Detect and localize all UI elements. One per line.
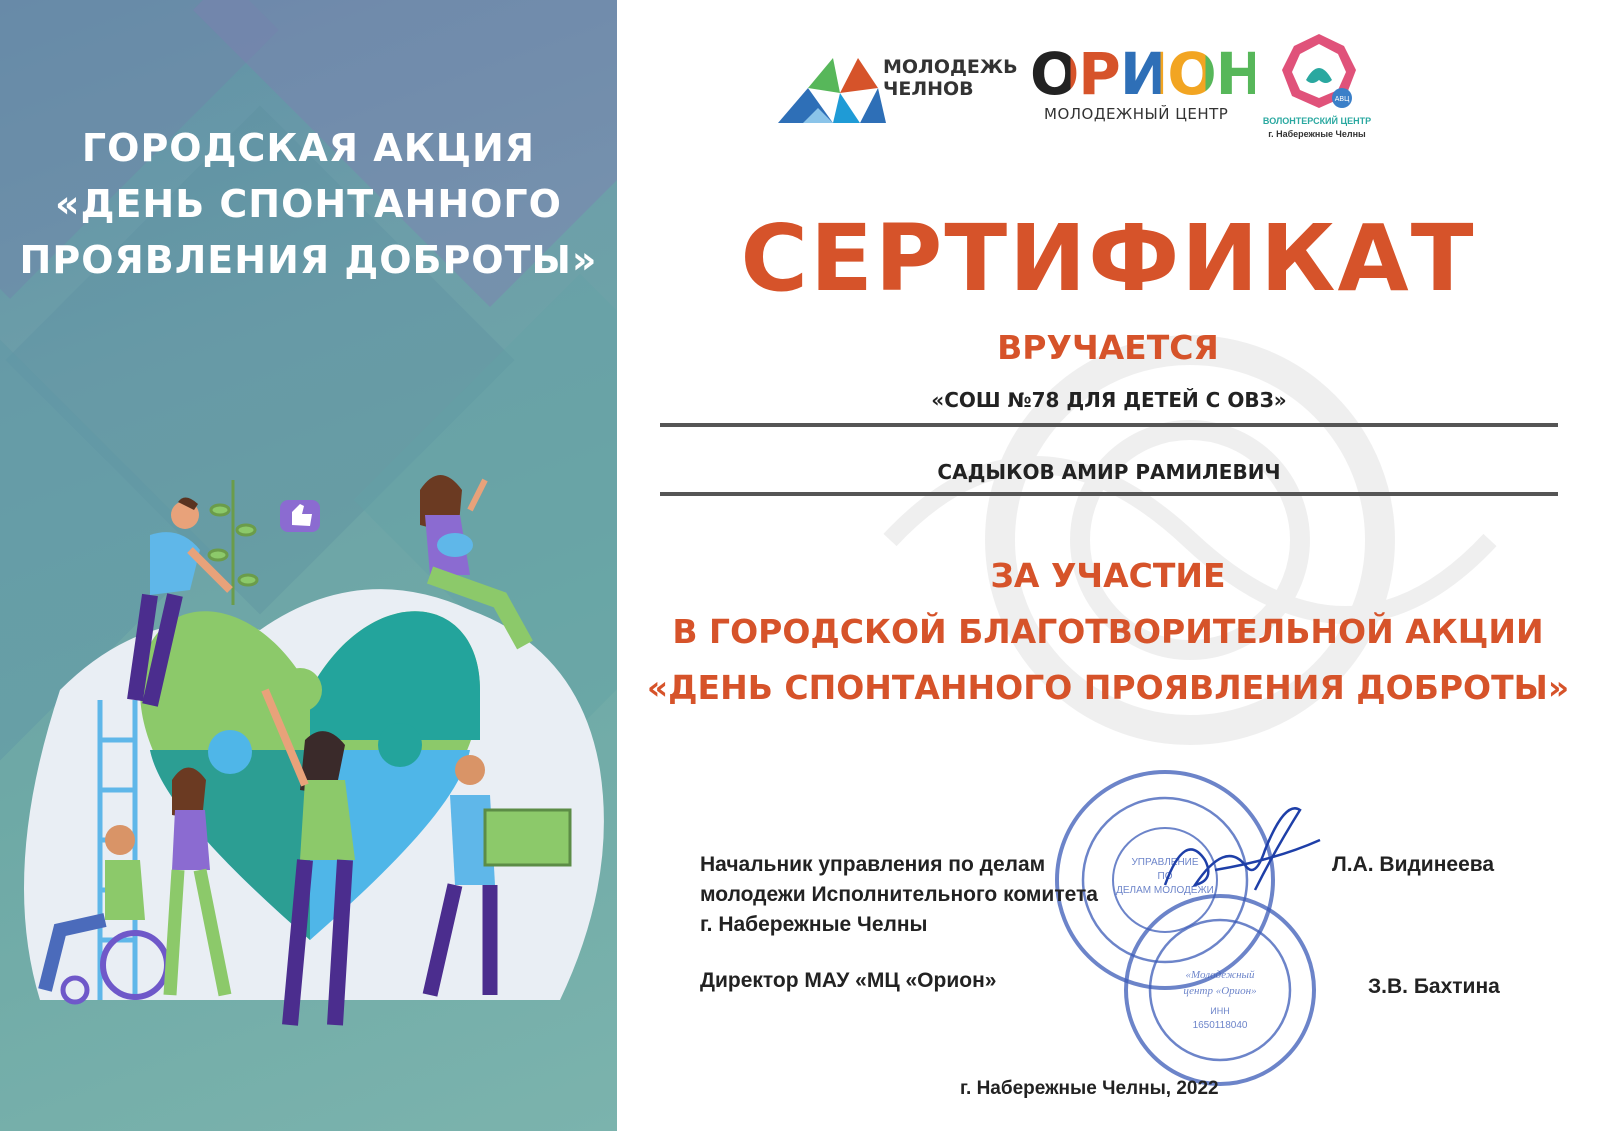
signatory-title-line: Начальник управления по делам — [700, 853, 1046, 876]
award-reason-line: «ДЕНЬ СПОНТАННОГО ПРОЯВЛЕНИЯ ДОБРОТЫ» — [646, 668, 1570, 707]
signatory-title-line: молодежи Исполнительного комитета — [700, 883, 1098, 906]
orion-logo-subtitle: МОЛОДЕЖНЫЙ ЦЕНТР — [1044, 105, 1229, 123]
molodezh-logo-line: МОЛОДЕЖЬ — [883, 56, 1018, 78]
stamp-text: УПРАВЛЕНИЕ — [1131, 857, 1199, 868]
handwritten-signature — [1155, 790, 1325, 910]
director-name: З.В. Бахтина — [1368, 975, 1500, 998]
volunteer-logo-line: ВОЛОНТЕРСКИЙ ЦЕНТР — [1262, 116, 1372, 126]
molodezh-logo-line: ЧЕЛНОВ — [883, 78, 974, 100]
divider-line — [660, 492, 1558, 496]
volunteer-center-emblem-icon — [1274, 30, 1364, 110]
award-reason-line: ЗА УЧАСТИЕ — [990, 556, 1226, 595]
like-bubble-icon — [280, 500, 320, 532]
panel-title-line: ГОРОДСКАЯ АКЦИЯ — [81, 126, 536, 170]
stamp-text: 1650118040 — [1192, 1020, 1248, 1031]
director-title: Директор МАУ «МЦ «Орион» — [700, 969, 997, 992]
stamp-text: «Молодежный — [1185, 969, 1255, 981]
city-year-footer: г. Набережные Челны, 2022 — [960, 1078, 1219, 1099]
volunteers-puzzle-heart-illustration — [0, 440, 617, 1131]
stamp-text: центр «Орион» — [1183, 985, 1257, 997]
stamp-text: ПО — [1157, 871, 1173, 882]
panel-title — [0, 120, 617, 288]
award-reason — [617, 548, 1599, 716]
recipient-organization: «СОШ №78 ДЛЯ ДЕТЕЙ С ОВЗ» — [931, 388, 1287, 412]
official-stamp-orion-center — [1120, 890, 1320, 1090]
orion-logo — [1030, 40, 1264, 130]
donation-box — [485, 810, 570, 865]
panel-title-line: ПРОЯВЛЕНИЯ ДОБРОТЫ» — [19, 238, 598, 282]
divider-line — [660, 423, 1558, 427]
panel-title-line: «ДЕНЬ СПОНТАННОГО — [55, 182, 562, 226]
awarded-label: ВРУЧАЕТСЯ — [997, 328, 1219, 367]
signatory-title-line: г. Набережные Челны — [700, 913, 928, 936]
stamp-text: ДЕЛАМ МОЛОДЕЖИ — [1116, 885, 1214, 896]
sapling — [209, 480, 257, 605]
recipient-name: САДЫКОВ АМИР РАМИЛЕВИЧ — [937, 460, 1281, 484]
orion-logo-word: ОРИОН — [1030, 40, 1264, 108]
volunteer-center-logo — [1262, 30, 1372, 145]
molodezh-chelnov-logo — [778, 48, 1023, 128]
award-reason-line: В ГОРОДСКОЙ БЛАГОТВОРИТЕЛЬНОЙ АКЦИИ — [672, 612, 1544, 651]
head-signatory-title — [700, 850, 1098, 940]
volunteer-logo-line: г. Набережные Челны — [1268, 129, 1366, 139]
molodezh-logo-mark-icon — [778, 48, 888, 128]
left-panel — [0, 0, 617, 1131]
certificate-title: СЕРТИФИКАТ — [740, 205, 1476, 312]
volunteer-badge-text: АВЦ — [1334, 96, 1350, 103]
stamp-text: ИНН — [1210, 1006, 1230, 1016]
head-signatory-name: Л.А. Видинеева — [1332, 853, 1495, 876]
